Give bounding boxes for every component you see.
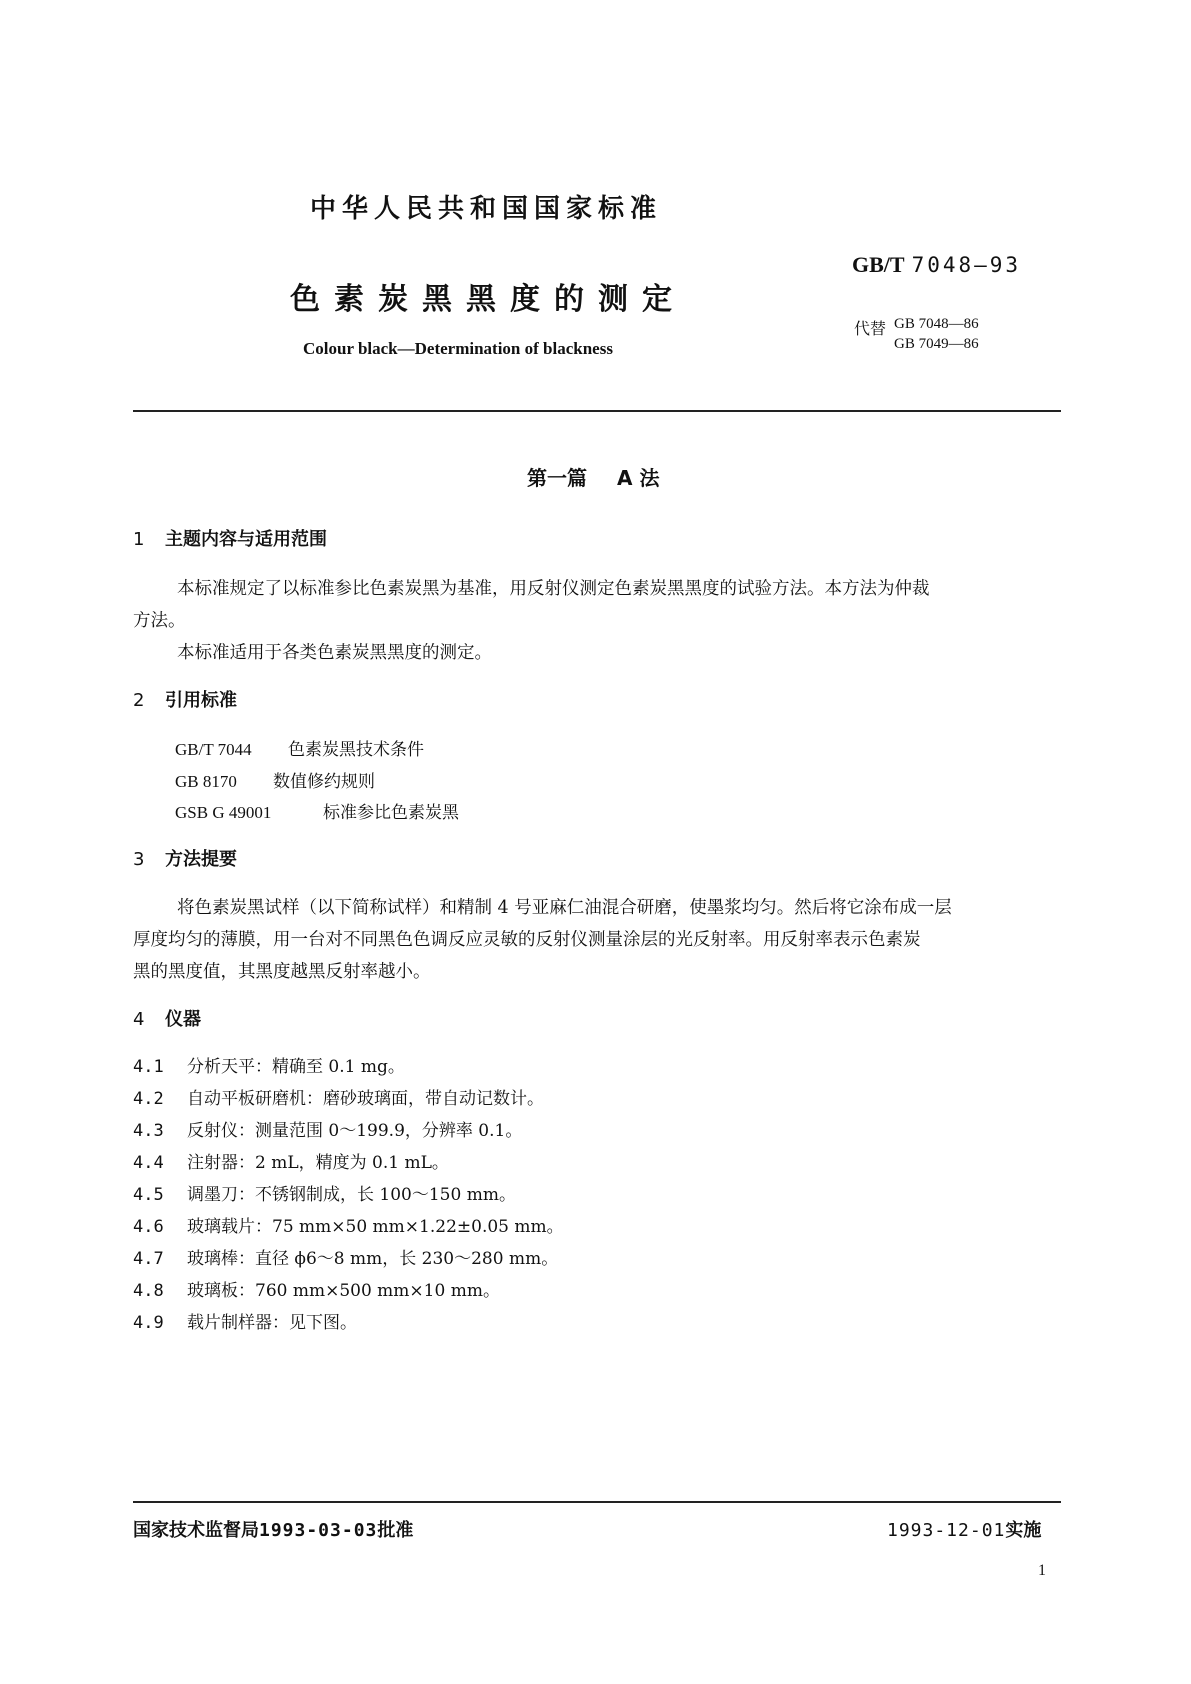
item-number: 4.5 bbox=[133, 1185, 164, 1205]
item-text: 反射仪：测量范围 0～199.9，分辨率 0.1。 bbox=[187, 1121, 523, 1141]
item-text: 载片制样器：见下图。 bbox=[187, 1313, 357, 1333]
list-item bbox=[133, 1212, 564, 1237]
section-heading bbox=[133, 525, 327, 551]
section-title: 仪器 bbox=[165, 1009, 201, 1030]
effective-date: 1993-12-01 bbox=[887, 1520, 1006, 1541]
approval-label: 批准 bbox=[377, 1520, 414, 1541]
section-title: 引用标准 bbox=[165, 690, 237, 711]
standard-number-prefix: GB/T bbox=[852, 252, 905, 277]
item-text: 玻璃棒：直径 ϕ6～8 mm，长 230～280 mm。 bbox=[187, 1249, 559, 1269]
item-text: 分析天平：精确至 0.1 mg。 bbox=[187, 1057, 405, 1077]
list-item bbox=[133, 1308, 357, 1333]
standard-number bbox=[852, 252, 1021, 278]
paragraph-line: 黑的黑度值，其黑度越黑反射率越小。 bbox=[133, 962, 431, 982]
standard-number-value: 7048—93 bbox=[911, 253, 1022, 277]
item-text: 自动平板研磨机：磨砂玻璃面，带自动记数计。 bbox=[187, 1089, 544, 1109]
section-heading bbox=[133, 686, 237, 712]
reference-code: GB/T 7044 bbox=[175, 740, 252, 759]
section-title: 主题内容与适用范围 bbox=[165, 529, 327, 550]
item-number: 4.6 bbox=[133, 1217, 164, 1237]
section-heading bbox=[133, 1005, 201, 1031]
header-divider bbox=[133, 410, 1061, 412]
list-item bbox=[133, 1276, 500, 1301]
approval-date: 1993-03-03 bbox=[259, 1520, 378, 1541]
reference-name: 标准参比色素炭黑 bbox=[323, 803, 459, 823]
item-number: 4.1 bbox=[133, 1057, 164, 1077]
list-item bbox=[133, 1180, 516, 1205]
document-title-cn: 色素炭黑黑度的测定 bbox=[290, 282, 686, 317]
reference-name: 数值修约规则 bbox=[273, 772, 375, 792]
reference-item bbox=[175, 767, 375, 792]
paragraph-line: 将色素炭黑试样（以下简称试样）和精制 4 号亚麻仁油混合研磨，使墨浆均匀。然后将它涂布成一层 bbox=[177, 898, 952, 918]
method-label: A 法 bbox=[617, 466, 660, 490]
replaced-standard: GB 7048—86 bbox=[894, 316, 979, 332]
replaces-label: 代替 bbox=[854, 319, 887, 338]
item-text: 玻璃载片：75 mm×50 mm×1.22±0.05 mm。 bbox=[187, 1217, 564, 1237]
paragraph-line: 本标准规定了以标准参比色素炭黑为基准，用反射仪测定色素炭黑黑度的试验方法。本方法为仲裁 bbox=[177, 579, 930, 599]
paragraph-line: 方法。 bbox=[133, 611, 186, 631]
item-number: 4.4 bbox=[133, 1153, 164, 1173]
item-number: 4.8 bbox=[133, 1281, 164, 1301]
reference-name: 色素炭黑技术条件 bbox=[288, 740, 424, 760]
reference-item bbox=[175, 735, 424, 760]
page-number: 1 bbox=[1038, 1562, 1046, 1579]
item-number: 4.7 bbox=[133, 1249, 164, 1269]
replaced-standard: GB 7049—86 bbox=[894, 336, 979, 352]
section-number: 3 bbox=[133, 849, 145, 870]
item-text: 玻璃板：760 mm×500 mm×10 mm。 bbox=[187, 1281, 500, 1301]
approval-line bbox=[133, 1516, 413, 1542]
national-standard-title: 中华人民共和国国家标准 bbox=[310, 194, 663, 224]
item-number: 4.9 bbox=[133, 1313, 164, 1333]
reference-item bbox=[175, 798, 459, 823]
list-item bbox=[133, 1084, 544, 1109]
section-number: 4 bbox=[133, 1009, 145, 1030]
effective-label: 实施 bbox=[1005, 1520, 1042, 1541]
section-number: 2 bbox=[133, 690, 145, 711]
issuer: 国家技术监督局 bbox=[133, 1520, 259, 1541]
list-item bbox=[133, 1052, 405, 1077]
section-title: 方法提要 bbox=[165, 849, 237, 870]
part-title bbox=[527, 462, 659, 491]
paragraph-line: 本标准适用于各类色素炭黑黑度的测定。 bbox=[177, 643, 492, 663]
item-number: 4.3 bbox=[133, 1121, 164, 1141]
list-item bbox=[133, 1148, 449, 1173]
item-text: 调墨刀：不锈钢制成，长 100～150 mm。 bbox=[187, 1185, 516, 1205]
document-title-en: Colour black—Determination of blackness bbox=[303, 339, 613, 358]
section-number: 1 bbox=[133, 529, 145, 550]
list-item bbox=[133, 1116, 522, 1141]
paragraph-line: 厚度均匀的薄膜，用一台对不同黑色色调反应灵敏的反射仪测量涂层的光反射率。用反射率表示色素炭 bbox=[133, 930, 921, 950]
item-number: 4.2 bbox=[133, 1089, 164, 1109]
reference-code: GB 8170 bbox=[175, 772, 237, 791]
part-label: 第一篇 bbox=[527, 466, 587, 490]
item-text: 注射器：2 mL，精度为 0.1 mL。 bbox=[187, 1153, 449, 1173]
effective-line bbox=[887, 1516, 1041, 1542]
list-item bbox=[133, 1244, 558, 1269]
section-heading bbox=[133, 845, 237, 871]
footer-divider bbox=[133, 1501, 1061, 1503]
reference-code: GSB G 49001 bbox=[175, 803, 272, 822]
